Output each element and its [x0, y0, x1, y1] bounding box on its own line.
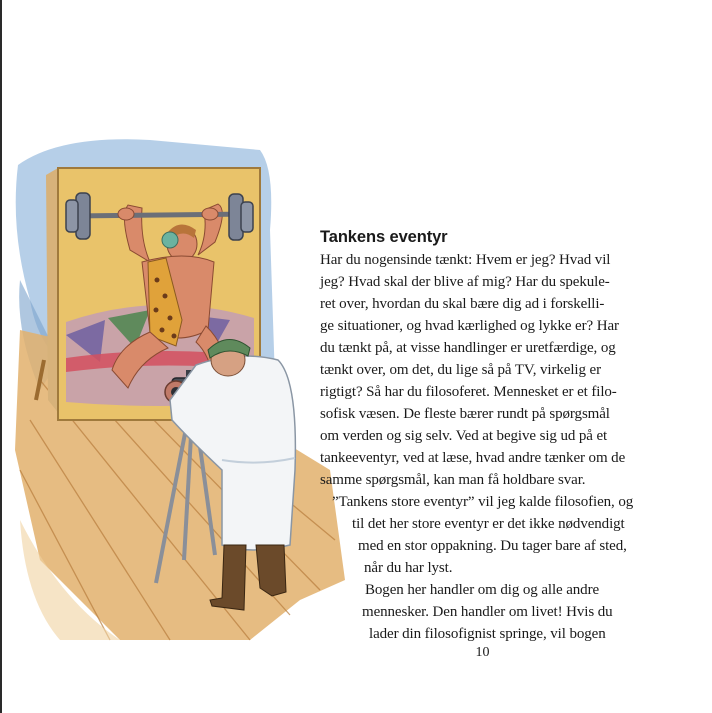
- body-line: mennesker. Den handler om livet! Hvis du: [362, 604, 613, 620]
- body-line: når du har lyst.: [364, 560, 453, 576]
- body-line: tankeeventyr, ved at læse, hvad andre tænker om de: [320, 450, 626, 466]
- body-line: tænkt over, om det, du lige så på TV, virkelig er: [320, 362, 601, 378]
- body-line: Har du nogensinde tænkt: Hvem er jeg? Hvad vil: [320, 252, 611, 268]
- body-line: om verden og sig selv. Ved at begive sig ud på et: [320, 428, 608, 444]
- body-line: ge situationer, og hvad kærlighed og lykke er? Har: [320, 318, 619, 334]
- body-line: lader din filosofignist springe, vil bogen: [369, 626, 606, 642]
- body-line: ret over, hvordan du skal bære dig ad i forskelli-: [320, 296, 605, 312]
- body-line: ”Tankens store eventyr” vil jeg kalde filosofien, og: [332, 494, 634, 510]
- body-line: med en stor oppakning. Du tager bare af sted,: [358, 538, 627, 554]
- section-heading: Tankens eventyr: [320, 228, 448, 246]
- body-line: du tænkt på, at visse handlinger er uretfærdige, og: [320, 340, 616, 356]
- body-line: Bogen her handler om dig og alle andre: [365, 582, 600, 598]
- body-line: jeg? Hvad skal der blive af mig? Har du spekule-: [320, 274, 610, 290]
- page-number: 10: [475, 645, 490, 660]
- body-line: sofisk væsen. De fleste bærer rundt på spørgsmål: [320, 406, 610, 422]
- body-line: rigtigt? Så har du filosoferet. Mennesket er et filo-: [320, 384, 617, 400]
- body-line: til det her store eventyr er det ikke nødvendigt: [352, 516, 625, 532]
- body-line: samme spørgsmål, kan man få holdbare svar.: [320, 472, 586, 488]
